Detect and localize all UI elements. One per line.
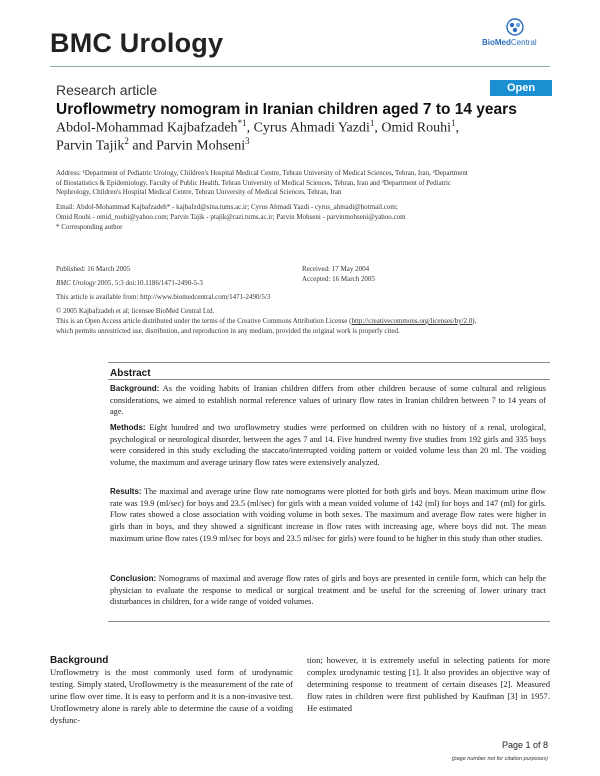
address-block xyxy=(56,169,552,198)
abstract-text: Eight hundred and two uroflowmetry studies were performed on children with no history of a renal, urological, psychological or neurological disorder, between the ages 7 and 14. Five hundred twenty five studies from 192 girls and 335 boys were considered in this study excluding the staccato/interrupted voiding pattern or voided volume less than 20 ml. The voiding volume, the maximum and average urinary flow rates were extensively analyzed. xyxy=(110,423,546,468)
corresponding-author-note: * Corresponding author xyxy=(56,223,123,231)
author-line-2 xyxy=(56,136,250,155)
citation xyxy=(56,279,203,289)
abstract-divider xyxy=(108,379,550,380)
author-line-1: Abdol-Mohammad Kajbafzadeh$^{*1}$, Cyrus Ahmadi Yazdi$^1$, Omid Rouhi$^1$, xyxy=(56,118,459,136)
background-right-column: tion; however, it is extremely useful in selecting patients for more complex urodynamic testing [1]. It also provides an objective way of determining response to treatment of certain diseases [2]. Measured flow rates in children were first published by Kaufman [3] in 1957. He estimated xyxy=(307,655,550,713)
page-number-note: (page number not for citation purposes) xyxy=(451,756,548,762)
article-type: Research article xyxy=(56,82,158,98)
article-url[interactable]: This article is available from: http://www.biomedcentral.com/1471-2490/5/3 xyxy=(56,293,271,301)
author-name[interactable]: Abdol-Mohammad Kajbafzadeh xyxy=(56,120,238,136)
address-line: Address: ¹Department of Pediatric Urology, Children's Hospital Medical Centre, Tehran University of Medical Sciences, Tehran, Iran, ²Department xyxy=(56,169,468,177)
abstract-label: Conclusion: xyxy=(110,574,157,583)
logo-text-biomed: BioMed xyxy=(482,38,511,47)
biomed-central-logo[interactable] xyxy=(482,16,552,56)
author-affiliation: *1 xyxy=(237,118,247,128)
author-affiliation: 1 xyxy=(369,118,375,128)
received-date: Received: 17 May 2004 xyxy=(302,265,370,273)
abstract-conclusion xyxy=(110,573,546,608)
email-line[interactable]: Email: Abdol-Mohammad Kajbafzadeh* - kajbafzd@sina.tums.ac.ir; Cyrus Ahmadi Yazdi - cyrus_ahmadi@hotmail.com; xyxy=(56,203,398,211)
author-affiliation: 2 xyxy=(124,136,129,146)
abstract-results xyxy=(110,486,546,545)
abstract-label: Background: xyxy=(110,384,160,393)
abstract-text: The maximal and average urine flow rate nomograms were plotted for both girls and boys. Mean maximum urine flow rate was 19.9 (ml/sec) for boys and 23.5 (ml/sec) for girls with a mean voided volume of 142 (ml) for boys and 147 (ml) for girls. Flow rates showed a close association with voiding volume in both sexes. The maximum and average flow rates were higher in girls than in boys, and they showed a significant increase in flow rates with increasing age, where boys did not. The mean maximum urine flow rates (19.9 ml/sec for boys and 23.5 ml/sec for girls) were found to be higher in this study than other studies. xyxy=(110,487,546,543)
citation-details: 2005, 5:3 doi:10.1186/1471-2490-5-3 xyxy=(95,279,203,287)
license-text-end: ), xyxy=(472,317,477,325)
open-access-badge: Open Access xyxy=(490,80,552,96)
address-line: of Biostatistics & Epidemiology, Faculty of Public Health, Tehran University of Medical Sciences, Tehran, Iran and ³Department of Pediatric xyxy=(56,178,452,187)
abstract-methods xyxy=(110,422,546,469)
address-line: Nephrology, Children's Hospital Medical Centre, Tehran University of Medical Sciences, Tehran, Iran xyxy=(56,188,342,196)
biomed-logo-icon xyxy=(506,18,524,36)
abstract-heading: Abstract xyxy=(110,368,151,379)
article-title: Uroflowmetry nomogram in Iranian children aged 7 to 14 years xyxy=(56,101,517,118)
header-divider xyxy=(50,66,550,67)
journal-title: BMC Urology xyxy=(50,28,224,58)
copyright: © 2005 Kajbafzadeh et al; licensee BioMed Central Ltd. xyxy=(56,307,215,315)
abstract-text: Nomograms of maximal and average flow rates of girls and boys are presented in centile form, which can help the physician to evaluate the response to medical or surgical treatment and be useful for the screening of lower urinary tract disturbances in children, for a wide range of voided volumes. xyxy=(110,574,546,607)
abstract-background xyxy=(110,383,546,418)
author-name[interactable]: Omid Rouhi xyxy=(381,120,451,136)
license-block xyxy=(56,317,552,336)
abstract-label: Results: xyxy=(110,487,142,496)
published-date: Published: 16 March 2005 xyxy=(56,265,131,273)
email-line[interactable]: Omid Rouhi - omid_rouhi@yahoo.com; Parvin Tajik - ptajik@razi.tums.ac.ir; Parvin Mohseni - parvinmohseni@yahoo.com xyxy=(56,212,406,221)
accepted-date: Accepted: 16 March 2005 xyxy=(302,275,375,283)
logo-text-central: Central xyxy=(510,38,537,47)
background-heading: Background xyxy=(50,655,109,666)
conjunction: and xyxy=(132,138,153,154)
background-left-column: Uroflowmetry is the most commonly used form of urodynamic testing. Simply stated, Uroflowmetry is the measurement of the rate of urine flow over time. It is easy to perform and it is a non-invasive test. Uroflowmetry alone is rarely able to determine the cause of a voiding dysfunc- xyxy=(50,667,293,725)
abstract-label: Methods: xyxy=(110,423,146,432)
author-name[interactable]: Cyrus Ahmadi Yazdi xyxy=(253,120,370,136)
page-number: Page 1 of 8 xyxy=(501,740,548,750)
license-text: This is an Open Access article distributed under the terms of the Creative Commons Attribution License ( xyxy=(56,317,352,325)
license-text-2: which permits unrestricted use, distribution, and reproduction in any medium, provided the original work is properly cited. xyxy=(56,326,400,335)
license-link[interactable]: http://creativecommons.org/licenses/by/2.0 xyxy=(351,317,473,325)
author-name[interactable]: Parvin Tajik xyxy=(56,138,125,154)
citation-journal: BMC Urology xyxy=(56,279,96,287)
email-block xyxy=(56,203,552,222)
author-name[interactable]: Parvin Mohseni xyxy=(156,138,246,154)
author-affiliation: 3 xyxy=(245,136,250,146)
abstract-text: As the voiding habits of Iranian children differs from other children because of some cultural and religious considerations, we aimed to establish normal reference values of urinary flow rates in Iranian children between 7 to 14 years of age. xyxy=(110,384,546,417)
author-affiliation: 1 xyxy=(450,118,456,128)
